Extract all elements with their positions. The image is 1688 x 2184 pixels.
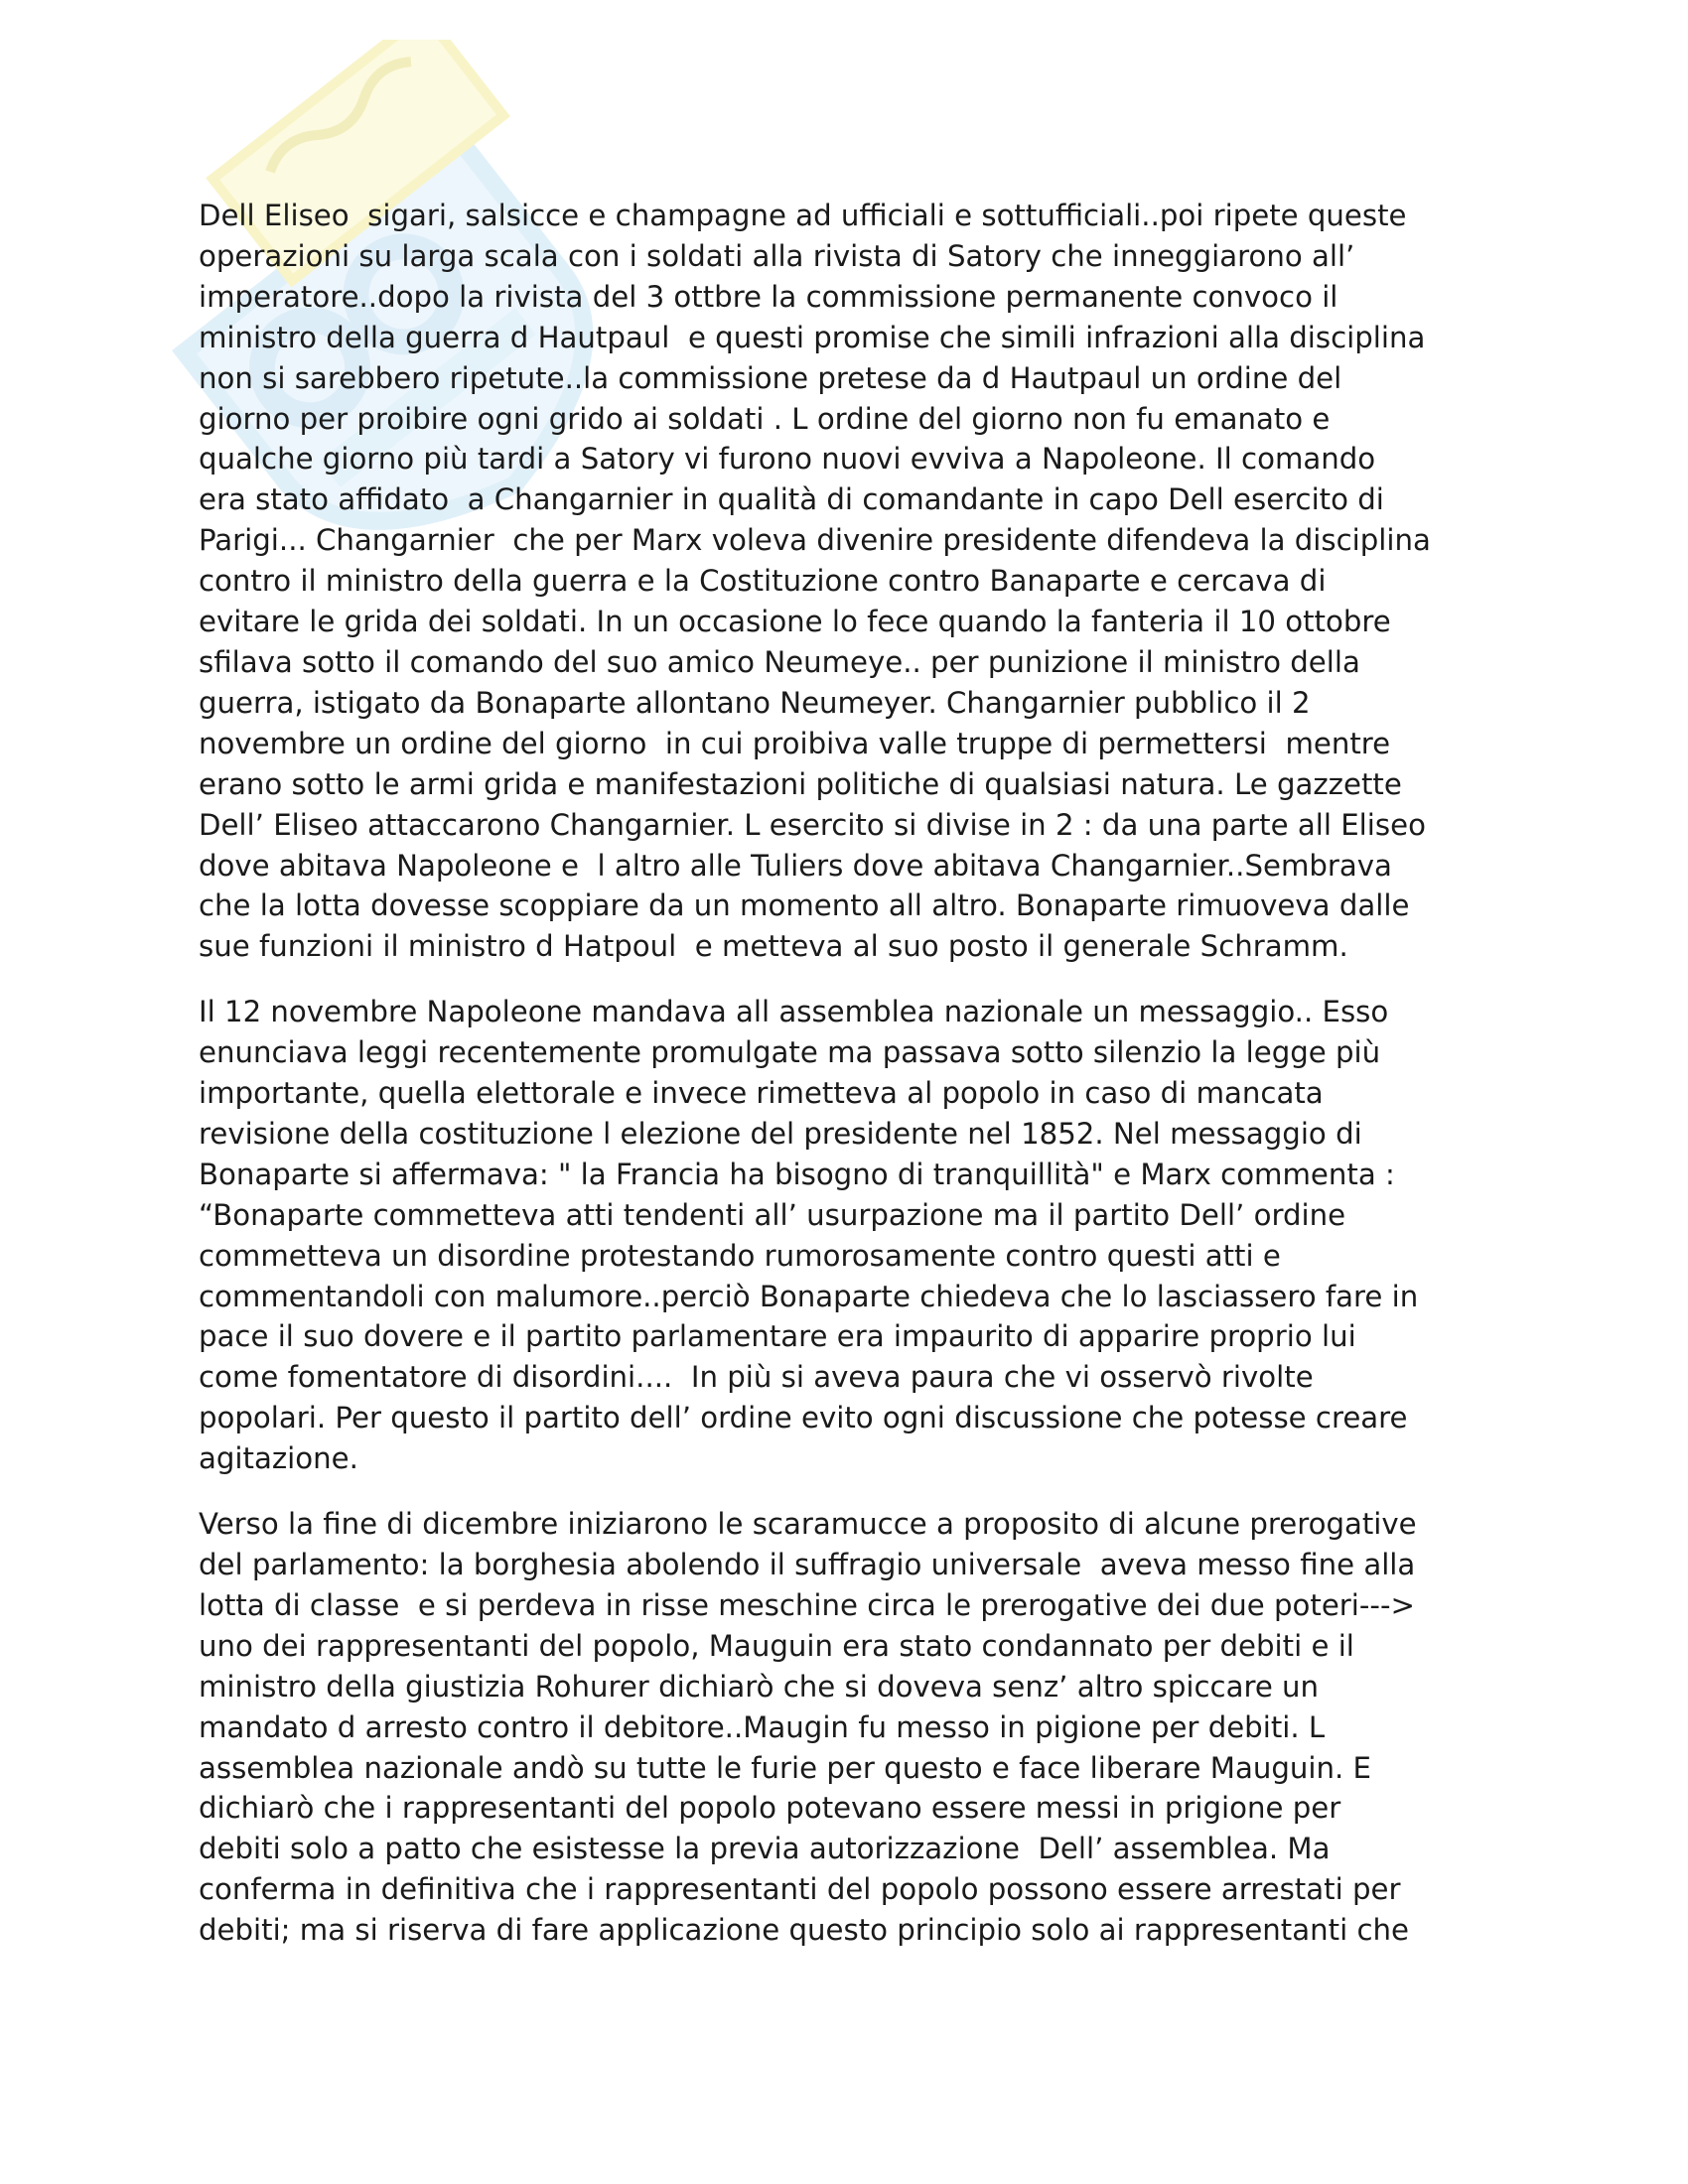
text-line: commetteva un disordine protestando rumorosamente contro questi atti e bbox=[199, 1238, 1281, 1273]
text-line: debiti; ma si riserva di fare applicazione questo principio solo ai rappresentanti che bbox=[199, 1913, 1409, 1948]
text-line: sfilava sotto il comando del suo amico Neumeye.. per punizione il ministro della bbox=[199, 644, 1360, 679]
text-line: “Bonaparte commetteva atti tendenti all’ usurpazione ma il partito Dell’ ordine bbox=[199, 1197, 1346, 1232]
text-line: commentandoli con malumore..perciò Bonaparte chiedeva che lo lasciassero fare in bbox=[199, 1279, 1419, 1313]
text-line: importante, quella elettorale e invece rimetteva al popolo in caso di mancata bbox=[199, 1076, 1324, 1111]
text-line: novembre un ordine del giorno in cui proibiva valle truppe di permettersi mentre bbox=[199, 726, 1391, 760]
text-line: era stato affidato a Changarnier in qualità di comandante in capo Dell esercito di bbox=[199, 482, 1384, 517]
text-line: come fomentatore di disordini.... In più si aveva paura che vi osservò rivolte bbox=[199, 1360, 1314, 1395]
text-line: debiti solo a patto che esistesse la previa autorizzazione Dell’ assemblea. Ma bbox=[199, 1832, 1331, 1866]
text-line: Dell Eliseo sigari, salsicce e champagne ad ufficiali e sottufficiali..poi ripete queste bbox=[199, 199, 1407, 232]
paragraph-3 bbox=[199, 1504, 1499, 1951]
text-line: agitazione. bbox=[199, 1441, 358, 1476]
text-line: contro il ministro della guerra e la Costituzione contro Banaparte e cercava di bbox=[199, 564, 1327, 599]
text-line: operazioni su larga scala con i soldati alla rivista di Satory che inneggiarono all’ bbox=[199, 238, 1355, 273]
text-line: Verso la fine di dicembre iniziarono le scaramucce a proposito di alcune prerogative bbox=[199, 1507, 1417, 1542]
text-line: ministro della guerra d Hautpaul e questi promise che simili infrazioni alla disciplina bbox=[199, 320, 1426, 354]
text-line: Dell’ Eliseo attaccarono Changarnier. L esercito si divise in 2 : da una parte all Eliseo bbox=[199, 807, 1426, 842]
text-line: imperatore..dopo la rivista del 3 ottbre la commissione permanente convoco il bbox=[199, 279, 1338, 314]
paragraph-1 bbox=[199, 196, 1499, 967]
text-line: dove abitava Napoleone e l altro alle Tuliers dove abitava Changarnier..Sembrava bbox=[199, 848, 1392, 883]
text-line: conferma in definitiva che i rappresentanti del popolo possono essere arrestati per bbox=[199, 1872, 1401, 1907]
text-line: Bonaparte si affermava: " la Francia ha bisogno di tranquillità" e Marx commenta : bbox=[199, 1157, 1395, 1191]
text-line: dichiarò che i rappresentanti del popolo potevano essere messi in prigione per bbox=[199, 1791, 1341, 1826]
paragraph-2 bbox=[199, 992, 1499, 1479]
text-line: evitare le grida dei soldati. In un occasione lo fece quando la fanteria il 10 ottobre bbox=[199, 605, 1391, 639]
text-line: lotta di classe e si perdeva in risse meschine circa le prerogative dei due poteri---> bbox=[199, 1587, 1415, 1622]
text-line: erano sotto le armi grida e manifestazioni politiche di qualsiasi natura. Le gazzette bbox=[199, 766, 1402, 801]
text-line: sue funzioni il ministro d Hatpoul e metteva al suo posto il generale Schramm. bbox=[199, 929, 1348, 964]
text-line: assemblea nazionale andò su tutte le furie per questo e face liberare Mauguin. E bbox=[199, 1750, 1371, 1785]
text-line: guerra, istigato da Bonaparte allontano Neumeyer. Changarnier pubblico il 2 bbox=[199, 685, 1311, 720]
text-line: giorno per proibire ogni grido ai soldati . L ordine del giorno non fu emanato e bbox=[199, 401, 1331, 436]
text-line: enunciava leggi recentemente promulgate ma passava sotto silenzio la legge più bbox=[199, 1035, 1381, 1070]
text-line: non si sarebbero ripetute..la commissione pretese da d Hautpaul un ordine del bbox=[199, 360, 1342, 395]
text-line: che la lotta dovesse scoppiare da un momento all altro. Bonaparte rimuoveva dalle bbox=[199, 888, 1410, 923]
text-line: mandato d arresto contro il debitore..Maugin fu messo in pigione per debiti. L bbox=[199, 1709, 1326, 1744]
text-line: Parigi... Changarnier che per Marx voleva divenire presidente difendeva la disciplina bbox=[199, 523, 1431, 558]
text-line: del parlamento: la borghesia abolendo il suffragio universale aveva messo fine alla bbox=[199, 1548, 1416, 1581]
text-line: ministro della giustizia Rohurer dichiarò che si doveva senz’ altro spiccare un bbox=[199, 1669, 1320, 1704]
text-line: Il 12 novembre Napoleone mandava all assemblea nazionale un messaggio.. Esso bbox=[199, 995, 1389, 1029]
text-line: qualche giorno più tardi a Satory vi furono nuovi evviva a Napoleone. Il comando bbox=[199, 442, 1376, 477]
document-body bbox=[199, 196, 1499, 1976]
text-line: pace il suo dovere e il partito parlamentare era impaurito di apparire proprio lui bbox=[199, 1319, 1356, 1354]
text-line: uno dei rappresentanti del popolo, Mauguin era stato condannato per debiti e il bbox=[199, 1628, 1354, 1663]
text-line: popolari. Per questo il partito dell’ ordine evito ogni discussione che potesse creare bbox=[199, 1401, 1408, 1435]
text-line: revisione della costituzione l elezione del presidente nel 1852. Nel messaggio di bbox=[199, 1116, 1362, 1151]
